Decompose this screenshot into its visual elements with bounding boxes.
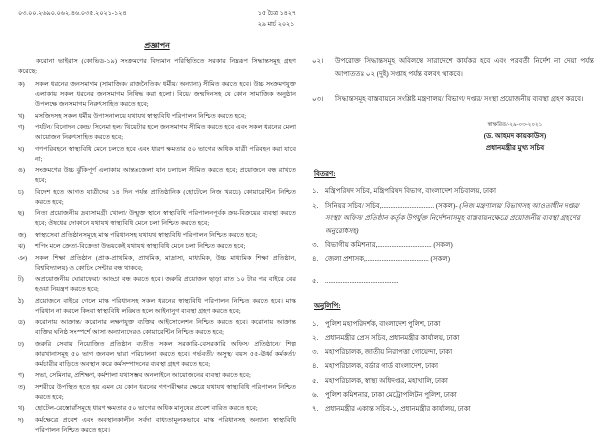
date-bangla: ১৫ চৈত্র ১৪২৭ — [257, 10, 296, 17]
directive-label: ঘ) — [18, 145, 25, 153]
page-1 — [18, 8, 296, 437]
directive-item — [18, 209, 296, 229]
directive-item — [18, 318, 296, 338]
directive-label: ত) — [18, 383, 26, 391]
paragraph-02 — [312, 55, 594, 80]
copy-item-text: মহাপরিচালক, জাতীয় নিরাপত্তা গোয়েন্দা, ঢাকা — [325, 348, 453, 357]
directive-item — [18, 123, 296, 143]
directive-label: ঞ) — [18, 254, 28, 262]
directive-text: সশরীরে উপস্থিত হতে হয় এমন যে কোন ধরনের গণপরীক্ষার ক্ষেত্রে যথাযথ স্বাস্থ্যবিধি পরিপালন নিশ্চিত করতে হবে; — [35, 383, 296, 401]
distribution-item-number: ২. — [312, 201, 319, 210]
distribution-item — [312, 253, 594, 266]
directive-text: প্রয়োজনে বাইরে গেলে মাস্ক পরিধানসহ সকল ধরনের স্বাস্থ্যবিধি পরিপালন নিশ্চিত করতে হবে। মাস্ক পরিধান না করলে কিংবা স্বাস্থ্যবিধি লঙ্ঘিত হলে আইনানুগ ব্যবস্থা গ্রহণ করতে হবে; — [35, 297, 296, 315]
directive-item — [18, 188, 296, 208]
copy-item — [312, 332, 594, 345]
directive-text: গণপরিবহনে স্বাস্থ্যবিধি মেনে চলতে হবে এবং ধারণ ক্ষমতার ৫০ ভাগের অধিক যাত্রী পরিবহন করা যাবে না; — [35, 145, 296, 163]
copy-item — [312, 318, 594, 331]
distribution-item-text: জেলা প্রশাসক,.................................... (সকল) — [325, 255, 450, 264]
directive-text: মসজিদসহ সকল ধর্মীয় উপাসনালয়ে যথাযথ স্বাস্থ্যবিধি পরিপালন নিশ্চিত করতে হবে; — [35, 112, 247, 120]
copy-item-text: প্রধানমন্ত্রীর প্রেস সচিব, প্রধানমন্ত্রীর কার্যালয়, ঢাকা — [325, 334, 460, 343]
directive-list — [18, 80, 296, 436]
directive-text: সকল শিক্ষা প্রতিষ্ঠান (প্রাক-প্রাথমিক, প্রাথমিক, মাদ্রাসা, মাধ্যমিক, উচ্চ মাধ্যমিক শিক্ষা প্রতিষ্ঠান, বিশ্ববিদ্যালয়) ও কোচিং সেন্টার বন্ধ থাকবে; — [35, 254, 296, 272]
directive-text: স্বাস্থ্যসেবা প্রতিষ্ঠানসমূহে মাস্ক পরিধানসহ যথাযথ স্বাস্থ্যবিধি পরিপালন নিশ্চিত করতে হবে; — [35, 231, 258, 239]
directive-item — [18, 80, 296, 110]
paragraph-03-text: সিদ্ধান্তসমূহ বাস্তবায়নে সংশ্লিষ্ট মন্ত্রণালয়/ বিভাগ/ দপ্তর/ সংস্থা প্রয়োজনীয় ব্যবস্থা গ্রহণ করবে। — [335, 95, 584, 104]
copy-item-number: ৭. — [312, 405, 319, 414]
directive-item — [18, 297, 296, 317]
distribution-item — [312, 275, 594, 288]
page-2 — [312, 55, 594, 417]
copy-item-number: ২. — [312, 334, 319, 343]
directive-item — [18, 145, 296, 165]
signatory-name: (ড. আহমদ কায়কাউস) — [483, 131, 547, 140]
directive-label: জ) — [18, 231, 26, 239]
copy-item-number: ৩. — [312, 348, 319, 357]
directive-label: ঝ) — [18, 243, 26, 250]
distribution-item — [312, 239, 594, 252]
copy-item-number: ৬. — [312, 390, 319, 399]
directive-label: ক) — [18, 81, 25, 88]
date-block — [258, 8, 296, 30]
distribution-item-text: বিভাগীয় কমিশনার,............................... (সকল) — [325, 240, 453, 249]
copies-heading: অনুলিপি: — [314, 302, 341, 311]
notification-title: প্রজ্ঞাপন — [144, 41, 170, 50]
directive-item — [18, 242, 296, 252]
directive-label: ড) — [18, 319, 25, 326]
distribution-item — [312, 185, 594, 198]
directive-label: খ) — [18, 112, 25, 120]
directive-label: ঙ) — [18, 167, 25, 174]
directive-label: ঠ) — [18, 297, 24, 305]
intro-paragraph: করোনা ভাইরাস (কোভিড-১৯) সংক্রমণের বিদ্যমান পরিস্থিতিতে সরকার নিম্নরূপ সিদ্ধান্তসমূহ গ্রহণ করেছে: — [18, 58, 296, 75]
directive-item — [18, 112, 296, 122]
directive-text: নিত্য প্রয়োজনীয় দ্রব্যসামগ্রী খোলা/ উন্মুক্ত স্থানে স্বাস্থ্যবিধি পরিপালনপূর্বক ক্রয়-বিক্রয়ের ব্যবস্থা করতে হবে; ঔষধের দোকানে যথাযথ স্বাস্থ্যবিধি মেনে চলা নিশ্চিত করতে হবে; — [35, 210, 296, 227]
copy-item-number: ১. — [312, 319, 319, 328]
copy-item-text: মহাপরিচালক, বর্ডার গার্ড বাংলাদেশ, ঢাকা — [325, 362, 439, 371]
distribution-item-text: .......................................... — [325, 276, 399, 285]
copy-item-text: পুলিশ মহাপরিদর্শক, বাংলাদেশ পুলিশ, ঢাকা — [325, 319, 441, 328]
date-gregorian: ২৯ মার্চ ২০২১ — [257, 21, 295, 28]
copy-item — [312, 375, 594, 388]
distribution-heading: বিতরণ: — [314, 169, 336, 178]
distribution-item — [312, 200, 594, 238]
directive-label: গ) — [18, 124, 25, 131]
copy-item-text: মহাপরিচালক, স্বাস্থ্য অধিদপ্তর, মহাখালি, ঢাকা — [325, 376, 448, 385]
directive-text: বিদেশ হতে আগত যাত্রীদের ১৪ দিন পর্যন্ত প্রাতিষ্ঠানিক (হোটেলে নিজ খরচে) কোয়ারেন্টিন নিশ্চিত করতে হবে; — [35, 188, 296, 206]
directive-text: হোটেল-রেস্তোরাঁসমূহে ধারণ ক্ষমতার ৫০ ভাগের অধিক মানুষের প্রবেশ বারিত করতে হবে; — [35, 405, 258, 412]
copy-item — [312, 403, 594, 416]
copy-item-number: ৫. — [312, 376, 319, 385]
distribution-item-number: ১. — [312, 187, 319, 196]
directive-item — [18, 404, 296, 414]
directive-item — [18, 231, 296, 241]
copy-item-text: পুলিশ কমিশনার, ঢাকা মেট্রোপলিটন পুলিশ, ঢাকা — [325, 390, 457, 399]
directive-item — [18, 340, 296, 370]
directive-text: পর্যটন/ বিনোদন কেন্দ্র/ সিনেমা হল/ থিয়েটার হলে জনসমাগম সীমিত করতে হবে এবং সকল ধরনের মেলা আয়োজন নিরুৎসাহিত করতে হবে; — [35, 124, 296, 141]
paragraph-02-text: উপরোক্ত সিদ্ধান্তসমূহ অবিলম্বে সারাদেশে কার্যকর হবে এবং পরবর্তী নির্দেশ না দেয়া পর্যন্ত আপাততঃ ০২ (দুই) সপ্তাহ পর্যন্ত বলবৎ থাকবে। — [335, 57, 594, 78]
distribution-item-note: (নিজ মন্ত্রণালয়/ বিভাগসহ আওতাধীন দপ্তর/ সংস্থা/ অফিস/ প্রতিষ্ঠান কর্তৃক উপর্যুক্ত নির্দেশনাসমূহ বাস্তবায়নক্ষেত্রে প্রয়োজনীয় ব্যবস্থা গ্রহণের অনুরোধসহ) — [325, 201, 580, 235]
directive-label: ট) — [18, 276, 24, 283]
distribution-item-text: মন্ত্রিপরিষদ সচিব, মন্ত্রিপরিষদ বিভাগ, বাংলাদেশ সচিবালয়, ঢাকা — [325, 187, 496, 196]
paragraph-03 — [312, 93, 594, 106]
distribution-item-number: ৩. — [312, 240, 319, 249]
directive-label: থ) — [18, 405, 25, 412]
memo-number: ০৩.০০.২৬৯০.০৬২.৪৬.০৩৫.২০২১-১২৪ — [18, 10, 127, 17]
directive-text: করোনায় আক্রান্ত/ করোনার লক্ষণযুক্ত ব্যক্তির আইসোলেশন নিশ্চিত করতে হবে। করোনায় আক্রান্ত ব্যক্তির ঘনিষ্ঠ সংস্পর্শে আসা অন্যান্যদেরও কোয়ারেন্টিন নিশ্চিত করতে হবে; — [35, 319, 296, 336]
distribution-item-text: সিনিয়র সচিব/ সচিব,.............................. (সকল)- (নিজ মন্ত্রণালয়/ বিভাগসহ আওতাধীন দপ্তর/ সংস্থা/ অফিস/ প্রতিষ্ঠান কর্তৃক উপর্যুক্ত নির্দেশনাসমূহ বাস্তবায়নক্ষেত্রে প্রয়োজনীয় ব্যবস্থা গ্রহণের অনুরোধসহ) — [325, 201, 580, 235]
directive-label: ছ) — [18, 210, 25, 217]
copy-item — [312, 360, 594, 373]
directive-item — [18, 416, 296, 436]
directive-item — [18, 254, 296, 274]
memo-header-row — [18, 8, 296, 30]
copy-item-text: প্রধানমন্ত্রীর একান্ত সচিব-১, প্রধানমন্ত্রীর কার্যালয়, ঢাকা — [325, 405, 471, 414]
copy-item-number: ৪. — [312, 362, 319, 371]
directive-text: সকল ধরনের জনসমাগম (সামাজিক/ রাজনৈতিক/ ধর্মীয়/ অন্যান্য) সীমিত করতে হবে। উচ্চ সংক্রমণযুক্ত এলাকায় সকল ধরনের জনসমাগম নিষিদ্ধ করা হলো। বিয়ে/ জন্মদিনসহ যে কোন সামাজিক অনুষ্ঠান উপলক্ষে জনসমাগম নিরুৎসাহিত করতে হবে; — [35, 81, 296, 108]
distribution-item-number: ৪. — [312, 255, 319, 264]
directive-text: জরুরি সেবায় নিয়োজিত প্রতিষ্ঠান ব্যতীত সকল সরকারি-বেসরকারি অফিস/ প্রতিষ্ঠানে/ শিল্প কারখানাসমূহ ৫০ ভাগ জনবল দ্বারা পরিচালনা করতে হবে। গর্ভবতী/ অসুস্থ/ বয়স ৫৫-ঊর্ধ্ব কর্মকর্তা/ কর্মচারীর বাড়িতে অবস্থান করে কর্মসম্পাদনের ব্যবস্থা গ্রহণ করতে হবে; — [35, 340, 296, 368]
directive-label: দ) — [18, 416, 24, 424]
signed-date-line: স্বাক্ষরিত/-২৯-০৩-২০২১ — [487, 121, 543, 128]
directive-label: ঢ) — [18, 340, 24, 348]
directive-label: ণ) — [18, 372, 25, 379]
directive-text: সভা, সেমিনার, প্রশিক্ষণ, কর্মশালা যথাসম্ভব অনলাইনে আয়োজনের ব্যবস্থা করতে হবে; — [35, 372, 251, 379]
paragraph-03-number: ০৩। — [312, 95, 324, 104]
signatory-designation: প্রধানমন্ত্রীর মুখ্য সচিব — [485, 144, 545, 153]
paragraph-02-number: ০২। — [312, 57, 324, 65]
distribution-list — [312, 185, 594, 287]
copy-item — [312, 346, 594, 359]
directive-item — [18, 371, 296, 381]
directive-label: চ) — [18, 188, 24, 196]
directive-text: সংক্রমণের উচ্চ ঝুঁকিপূর্ণ এলাকায় আন্তঃজেলা যান চলাচল সীমিত করতে হবে; প্রয়োজনে বন্ধ রাখতে হবে; — [35, 167, 296, 184]
directive-text: অপ্রয়োজনীয় ঘোরাফেরা/ আড্ডা বন্ধ করতে হবে। জরুরি প্রয়োজন ছাড়া রাত ১০ টার পর বাইরে বের হওয়া নিয়ন্ত্রণ করতে হবে; — [35, 276, 296, 293]
distribution-item-number: ৫. — [312, 276, 319, 285]
directive-text: শপিং মলে ক্রেতা-বিক্রেতা উভয়কেই যথাযথ স্বাস্থ্যবিধি মেনে চলা নিশ্চিত করতে হবে; — [35, 243, 246, 250]
signature-block — [456, 121, 574, 155]
directive-text: কর্মক্ষেত্রে প্রবেশ এবং অবস্থানকালীন সর্বদা বাধ্যতামূলকভাবে মাস্ক পরিধানসহ অন্যান্য স্বাস্থ্যবিধি পরিপালন নিশ্চিত করতে হবে। — [35, 416, 296, 434]
directive-item — [18, 275, 296, 295]
copies-list — [312, 318, 594, 416]
directive-item — [18, 166, 296, 186]
